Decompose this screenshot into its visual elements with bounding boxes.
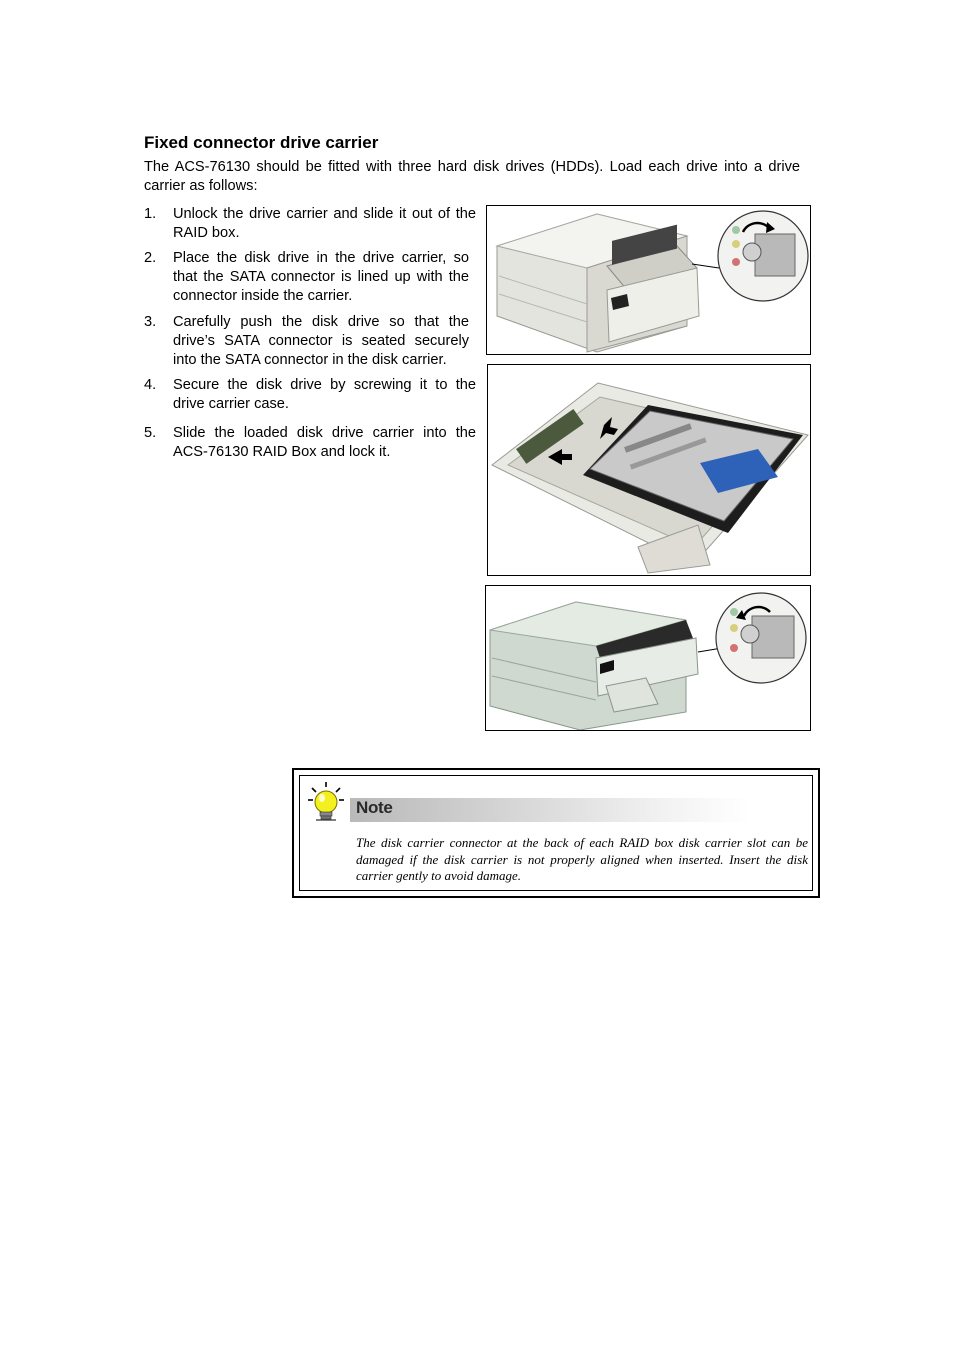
step-text: Place the disk drive in the drive carrier, so that the SATA connector is lined up with the connector inside the carrier. [173,250,469,304]
intro-paragraph: The ACS-76130 should be fitted with three hard disk drives (HDDs). Load each drive into a drive carrier as follows: [144,159,800,194]
step-item [144,313,469,370]
section-title: Fixed connector drive carrier [144,133,379,152]
step-number: 4. [144,377,157,393]
note-inner-frame [299,775,813,891]
lightbulb-icon [306,780,348,824]
step-number: 1. [144,206,157,222]
step-number: 5. [144,425,157,441]
note-label: Note [356,798,393,817]
step-item [144,205,476,243]
step-text: Unlock the drive carrier and slide it out of the RAID box. [173,206,476,241]
disk-in-carrier-illustration [488,365,810,575]
step-number: 3. [144,314,157,330]
note-box [292,768,820,898]
step-text: Secure the disk drive by screwing it to the drive carrier case. [173,377,476,412]
step-item [144,376,476,414]
raid-box-closed-illustration [486,586,810,730]
photo-insert-disk [487,364,811,576]
step-text: Carefully push the disk drive so that the drive’s SATA connector is seated securely into the SATA connector in the disk carrier. [173,314,469,368]
photo-lock-carrier [485,585,811,731]
step-item [144,424,476,462]
step-text: Slide the loaded disk drive carrier into the ACS-76130 RAID Box and lock it. [173,425,476,460]
note-header-bar [350,798,750,822]
step-item [144,249,469,306]
note-text: The disk carrier connector at the back of each RAID box disk carrier slot can be damaged if the disk carrier is not properly aligned when inserted. Insert the disk carrier gently to avoid damage. [356,835,808,883]
step-number: 2. [144,250,157,266]
raid-box-open-illustration [487,206,810,354]
photo-unlock-carrier [486,205,811,355]
